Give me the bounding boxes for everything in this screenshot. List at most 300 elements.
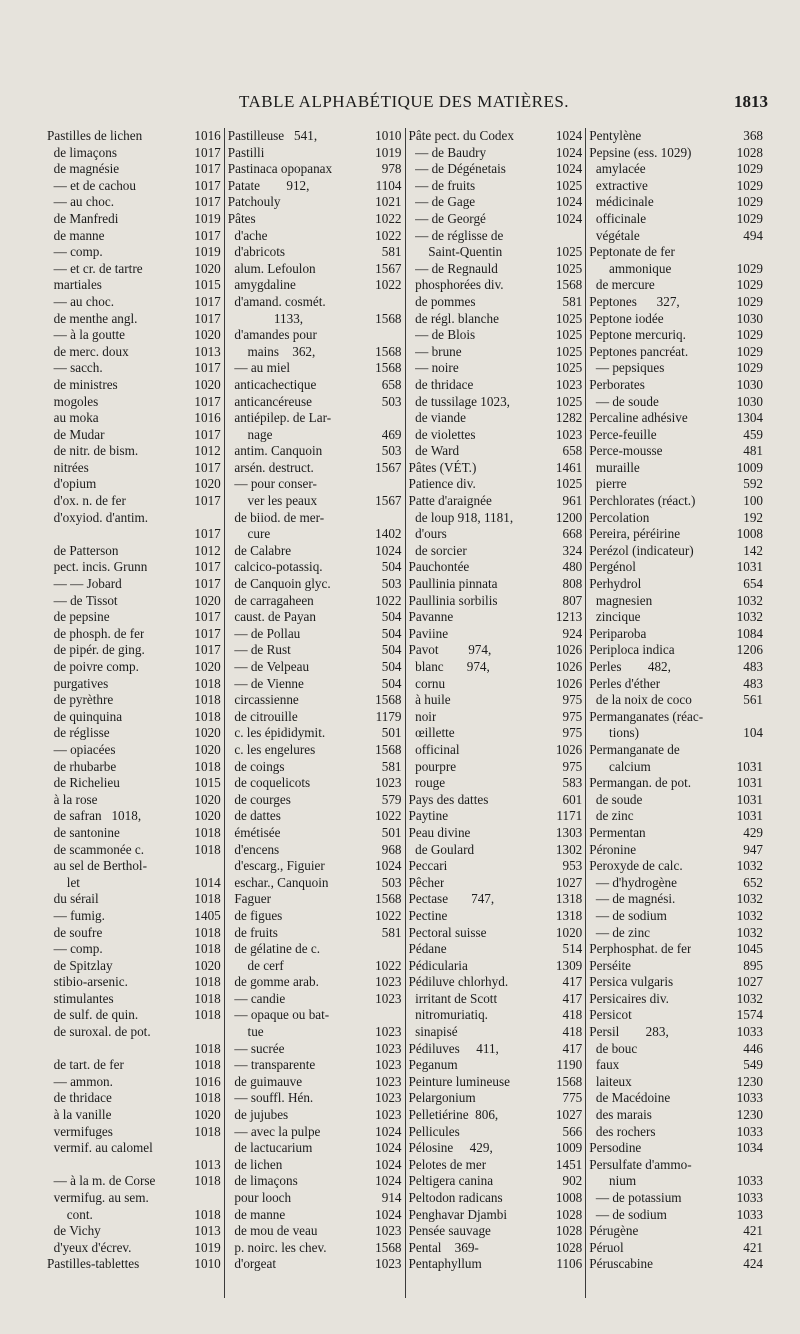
entry-page-ref: 483 (743, 659, 763, 674)
entry-term: — de magnési. (589, 891, 676, 907)
entry-page-ref: 1304 (736, 410, 763, 426)
entry-term: de rhubarbe (47, 758, 117, 774)
entry-term: — de sodium (589, 907, 667, 923)
entry-page-ref: 1032 (736, 609, 763, 625)
entry-page-ref: 1017 (194, 360, 221, 376)
entry-page-ref: 1190 (556, 1057, 583, 1073)
index-entry (589, 311, 763, 328)
page-number: 1813 (734, 92, 768, 111)
entry-page-ref: 1031 (736, 808, 763, 824)
entry-page-ref: 601 (562, 791, 583, 807)
entry-term: de carragaheen (227, 592, 314, 608)
entry-page-ref: 1230 (736, 1107, 763, 1123)
entry-page-ref: 1024 (375, 542, 402, 558)
entry-page-ref: 1013 (194, 1156, 221, 1172)
entry-term: Perchlorates (réact.) (589, 493, 696, 509)
entry-term: de pepsine (47, 609, 110, 625)
index-entry (409, 842, 583, 859)
entry-term: Paviine (408, 625, 449, 641)
entry-page-ref: 1020 (194, 808, 221, 824)
entry-term: d'ours (408, 526, 447, 542)
entry-page-ref: 1032 (736, 891, 763, 907)
index-entry (589, 925, 763, 942)
index-entry (228, 991, 402, 1008)
entry-term: tue (227, 1024, 264, 1040)
entry-term: — de Georgé (408, 210, 486, 226)
entry-page-ref: 1020 (194, 1107, 221, 1123)
index-entry (47, 792, 221, 809)
index-entry (228, 759, 402, 776)
index-entry (47, 311, 221, 328)
entry-page-ref: 1013 (194, 1223, 221, 1239)
entry-page-ref: 1015 (194, 277, 221, 293)
index-entry (589, 1024, 763, 1041)
entry-page-ref: 581 (562, 293, 583, 309)
index-entry (409, 941, 583, 958)
index-entry (228, 410, 402, 427)
entry-page-ref: 947 (743, 841, 763, 857)
entry-term: de coquelicots (227, 775, 311, 791)
index-entry (409, 891, 583, 908)
entry-page-ref: 1023 (375, 990, 402, 1006)
entry-page-ref: 1084 (736, 625, 763, 641)
entry-term: de nitr. de bism. (47, 443, 139, 459)
index-entry (409, 709, 583, 726)
index-entry (47, 344, 221, 361)
entry-page-ref: 1025 (555, 244, 583, 260)
index-entry (47, 145, 221, 162)
entry-page-ref: 417 (562, 1040, 583, 1056)
index-entry (589, 1107, 763, 1124)
entry-page-ref: 902 (562, 1173, 583, 1189)
entry-page-ref: 592 (743, 476, 763, 492)
entry-page-ref: 1019 (375, 144, 402, 160)
entry-page-ref: 504 (381, 675, 402, 691)
index-entry (47, 377, 221, 394)
index-entry (47, 194, 221, 211)
index-entry (409, 692, 583, 709)
entry-page-ref: 1574 (736, 1007, 763, 1023)
entry-page-ref: 1200 (555, 509, 583, 525)
entry-page-ref: 1029 (736, 210, 763, 226)
entry-page-ref: 775 (562, 1090, 583, 1106)
entry-page-ref: 1024 (375, 858, 402, 874)
index-entry (228, 576, 402, 593)
entry-page-ref: 1017 (194, 177, 221, 193)
entry-page-ref: 418 (562, 1024, 583, 1040)
entry-term: Péruol (589, 1239, 624, 1255)
entry-page-ref: 1017 (194, 426, 221, 442)
index-entry (47, 642, 221, 659)
entry-term: antiépilep. de Lar- (227, 410, 332, 426)
entry-term: — de Gage (408, 194, 476, 210)
index-entry (589, 178, 763, 195)
index-entry (589, 559, 763, 576)
entry-page-ref: 368 (743, 128, 763, 143)
entry-term: de violettes (408, 426, 476, 442)
entry-term: Patate 912, (227, 177, 310, 193)
entry-term: d'yeux d'écrev. (47, 1239, 132, 1255)
index-entry (589, 244, 763, 261)
entry-term: de lactucarium (227, 1140, 313, 1156)
entry-term: œillette (408, 725, 455, 741)
index-entry (47, 1107, 221, 1124)
index-entry (589, 1007, 763, 1024)
index-entry (47, 526, 221, 543)
index-entry (47, 510, 221, 527)
entry-page-ref: 1018 (194, 1206, 221, 1222)
index-entry (228, 510, 402, 527)
entry-page-ref: 581 (381, 758, 402, 774)
index-entry (409, 311, 583, 328)
entry-term: Patte d'araignée (408, 493, 492, 509)
entry-term: sinapisé (408, 1024, 458, 1040)
index-entry (47, 1090, 221, 1107)
index-entry (409, 908, 583, 925)
entry-page-ref: 652 (743, 874, 763, 890)
index-entry (589, 1157, 763, 1174)
entry-term: Pergénol (589, 559, 636, 575)
entry-page-ref: 1020 (194, 741, 221, 757)
entry-page-ref: 1024 (555, 144, 583, 160)
index-entry (589, 1041, 763, 1058)
entry-term: d'oxyiod. d'antim. (47, 509, 149, 525)
index-entry (589, 875, 763, 892)
entry-term: de Manfredi (47, 210, 119, 226)
entry-term: de quinquina (47, 708, 123, 724)
entry-page-ref: 1020 (194, 592, 221, 608)
entry-page-ref: 1025 (555, 177, 583, 193)
index-entry (228, 1157, 402, 1174)
entry-term: c. les épididymit. (227, 725, 326, 741)
index-entry (409, 1090, 583, 1107)
index-entry (228, 1223, 402, 1240)
index-entry (409, 145, 583, 162)
entry-term: Persil 283, (589, 1024, 669, 1040)
entry-term: — opiacées (47, 741, 116, 757)
entry-page-ref: 459 (743, 426, 763, 442)
index-entry (47, 609, 221, 626)
entry-page-ref: 1024 (375, 1156, 402, 1172)
entry-page-ref: 1309 (555, 957, 583, 973)
index-entry (589, 1074, 763, 1091)
index-entry (47, 1157, 221, 1174)
index-entry (409, 1240, 583, 1257)
entry-page-ref: 1020 (194, 327, 221, 343)
entry-page-ref: 1014 (194, 874, 221, 890)
index-entry (589, 377, 763, 394)
index-entry (47, 709, 221, 726)
index-entry (589, 626, 763, 643)
entry-term: calcium (589, 758, 651, 774)
index-entry (47, 1124, 221, 1141)
index-entry (589, 344, 763, 361)
entry-term: Patience div. (408, 476, 476, 492)
entry-term: circassienne (227, 692, 299, 708)
entry-term: Faguer (227, 891, 271, 907)
index-entry (228, 593, 402, 610)
entry-term: pierre (589, 476, 627, 492)
index-entry (228, 792, 402, 809)
index-entry (589, 709, 763, 726)
entry-term: amylacée (589, 161, 646, 177)
entry-term: — noire (408, 360, 459, 376)
entry-page-ref: 1022 (375, 227, 402, 243)
entry-page-ref: 1045 (736, 941, 763, 957)
entry-page-ref: 1020 (194, 659, 221, 674)
entry-term: à huile (408, 692, 451, 708)
entry-page-ref: 895 (743, 957, 763, 973)
entry-term: Persicaires div. (589, 990, 669, 1006)
entry-page-ref: 1025 (555, 476, 583, 492)
entry-page-ref: 1012 (194, 443, 221, 459)
index-entry (589, 476, 763, 493)
entry-page-ref: 1568 (555, 1073, 583, 1089)
entry-page-ref: 1104 (375, 177, 402, 193)
entry-term: — et de cachou (47, 177, 136, 193)
entry-page-ref: 1032 (736, 592, 763, 608)
entry-page-ref: 417 (562, 974, 583, 990)
entry-term: pour looch (227, 1190, 292, 1205)
index-entry (589, 1173, 763, 1190)
index-entry (409, 593, 583, 610)
entry-term: faux (589, 1057, 620, 1073)
index-entry (228, 709, 402, 726)
entry-term: de zinc (589, 808, 634, 824)
index-entry (409, 626, 583, 643)
entry-page-ref: 1029 (736, 327, 763, 343)
index-entry (47, 410, 221, 427)
entry-page-ref: 1019 (194, 210, 221, 226)
index-entry (409, 427, 583, 444)
entry-page-ref: 1016 (194, 410, 221, 426)
index-entry (589, 858, 763, 875)
index-entry (47, 626, 221, 643)
index-entry (409, 526, 583, 543)
entry-term: Patchouly (227, 194, 281, 210)
entry-page-ref: 1017 (194, 559, 221, 575)
index-entry (589, 261, 763, 278)
index-entry (589, 294, 763, 311)
index-entry (589, 211, 763, 228)
entry-page-ref: 503 (381, 393, 402, 409)
entry-page-ref: 1017 (194, 609, 221, 625)
entry-page-ref: 1023 (375, 1024, 402, 1040)
entry-term: de loup 918, 1181, (408, 509, 514, 525)
entry-page-ref: 1008 (555, 1190, 583, 1205)
index-entry (228, 875, 402, 892)
entry-page-ref: 1179 (375, 708, 402, 724)
entry-term: de figues (227, 907, 283, 923)
index-entry (47, 676, 221, 693)
entry-page-ref: 1032 (736, 924, 763, 940)
entry-term: nitrées (47, 459, 89, 475)
entry-term: — de Regnauld (408, 260, 498, 276)
entry-page-ref: 581 (381, 924, 402, 940)
index-entry (589, 360, 763, 377)
entry-page-ref: 1017 (194, 393, 221, 409)
index-entry (409, 228, 583, 245)
entry-page-ref: 421 (743, 1239, 763, 1255)
index-entry (47, 692, 221, 709)
index-entry (228, 128, 402, 145)
index-entry (47, 327, 221, 344)
index-entry (409, 858, 583, 875)
entry-page-ref: 1029 (736, 343, 763, 359)
entry-term: Pâte pect. du Codex (408, 128, 514, 143)
index-entry (47, 394, 221, 411)
entry-term: de sulf. de quin. (47, 1007, 139, 1023)
entry-page-ref: 1020 (194, 957, 221, 973)
index-entry (589, 642, 763, 659)
entry-term: — avec la pulpe (227, 1123, 321, 1139)
entry-page-ref: 1402 (375, 526, 402, 542)
entry-page-ref: 1030 (736, 310, 763, 326)
entry-term: de scammonée c. (47, 841, 145, 857)
index-entry (409, 1223, 583, 1240)
entry-page-ref: 504 (381, 609, 402, 625)
entry-page-ref: 1032 (736, 858, 763, 874)
entry-page-ref: 480 (562, 559, 583, 575)
entry-page-ref: 1029 (736, 177, 763, 193)
entry-page-ref: 1025 (555, 327, 583, 343)
index-column-3 (406, 128, 587, 1298)
entry-page-ref: 1025 (555, 360, 583, 376)
entry-page-ref: 1017 (194, 493, 221, 509)
index-entry (589, 394, 763, 411)
entry-page-ref: 1213 (555, 609, 583, 625)
entry-term: de phosph. de fer (47, 625, 145, 641)
entry-page-ref: 1033 (736, 1173, 763, 1189)
entry-term: let (47, 874, 80, 890)
entry-term: alum. Lefoulon (227, 260, 316, 276)
index-entry (409, 775, 583, 792)
entry-page-ref: 469 (381, 426, 402, 442)
entry-page-ref: 501 (381, 725, 402, 741)
index-column-2 (225, 128, 406, 1298)
index-entry (47, 460, 221, 477)
entry-page-ref: 1023 (375, 1107, 402, 1123)
entry-page-ref: 1024 (375, 1140, 402, 1156)
index-entry (228, 460, 402, 477)
index-entry (589, 543, 763, 560)
index-entry (409, 559, 583, 576)
entry-page-ref: 1018 (194, 924, 221, 940)
entry-page-ref: 1030 (736, 393, 763, 409)
entry-page-ref: 1029 (736, 161, 763, 177)
entry-page-ref: 975 (562, 708, 583, 724)
index-entry (47, 559, 221, 576)
index-entry (409, 543, 583, 560)
index-entry (409, 792, 583, 809)
index-entry (409, 875, 583, 892)
entry-page-ref: 1012 (194, 542, 221, 558)
entry-page-ref: 1017 (194, 194, 221, 210)
entry-page-ref: 1018 (194, 841, 221, 857)
entry-term: — de Velpeau (227, 659, 310, 674)
entry-page-ref: 1020 (555, 924, 583, 940)
entry-term: Pectoral suisse (408, 924, 487, 940)
entry-term: de thridace (408, 376, 474, 392)
entry-term: de mercure (589, 277, 655, 293)
entry-term: anticachectique (227, 376, 317, 392)
entry-term: — au choc. (47, 293, 115, 309)
entry-term: pourpre (408, 758, 457, 774)
entry-term: — à la goutte (47, 327, 126, 343)
index-entry (409, 974, 583, 991)
entry-term: Peroxyde de calc. (589, 858, 683, 874)
index-entry (228, 194, 402, 211)
entry-page-ref: 1023 (375, 1073, 402, 1089)
entry-term: — comp. (47, 244, 103, 260)
entry-term: d'ache (227, 227, 268, 243)
entry-page-ref: 1017 (194, 161, 221, 177)
index-entry (409, 1140, 583, 1157)
entry-page-ref: 1018 (194, 675, 221, 691)
entry-term: — d'hydrogène (589, 874, 677, 890)
entry-term: — à la m. de Corse (47, 1173, 156, 1189)
index-entry (409, 1173, 583, 1190)
index-entry (47, 1207, 221, 1224)
entry-page-ref: 1027 (736, 974, 763, 990)
index-entry (409, 443, 583, 460)
index-entry (409, 1074, 583, 1091)
entry-term: de manne (47, 227, 105, 243)
entry-term: au sel de Berthol- (47, 858, 147, 874)
entry-term: amygdaline (227, 277, 296, 293)
index-entry (228, 1124, 402, 1141)
index-entry (47, 443, 221, 460)
index-entry (409, 360, 583, 377)
entry-page-ref: 581 (381, 244, 402, 260)
entry-term: de pommes (408, 293, 476, 309)
index-entry (409, 1024, 583, 1041)
index-entry (47, 1007, 221, 1024)
entry-page-ref: 1026 (555, 642, 583, 658)
entry-page-ref: 1023 (375, 974, 402, 990)
entry-page-ref: 424 (743, 1256, 763, 1272)
entry-page-ref: 583 (562, 775, 583, 791)
index-entry (228, 692, 402, 709)
index-entry (228, 1256, 402, 1273)
entry-page-ref: 658 (562, 443, 583, 459)
entry-page-ref: 1023 (375, 1057, 402, 1073)
entry-term: Péruscabine (589, 1256, 653, 1272)
index-entry (228, 311, 402, 328)
entry-page-ref: 1018 (194, 692, 221, 708)
entry-page-ref: 975 (562, 692, 583, 708)
entry-page-ref: 1024 (555, 128, 583, 143)
entry-page-ref: 1017 (194, 293, 221, 309)
entry-term: végétale (589, 227, 640, 243)
index-entry (228, 476, 402, 493)
entry-term: Perce-feuille (589, 426, 657, 442)
index-entry (409, 1124, 583, 1141)
entry-page-ref: 1019 (194, 244, 221, 260)
entry-term: de Goulard (408, 841, 475, 857)
entry-page-ref: 1023 (555, 426, 583, 442)
entry-page-ref: 1568 (375, 310, 402, 326)
index-entry (589, 808, 763, 825)
entry-page-ref: 1028 (555, 1206, 583, 1222)
index-entry (228, 891, 402, 908)
entry-term: Pelargonium (408, 1090, 476, 1106)
entry-term: de menthe angl. (47, 310, 138, 326)
entry-term: de guimauve (227, 1073, 303, 1089)
entry-term: de merc. doux (47, 343, 129, 359)
entry-term: des marais (589, 1107, 652, 1123)
entry-term: Penghavar Djambi (408, 1206, 508, 1222)
